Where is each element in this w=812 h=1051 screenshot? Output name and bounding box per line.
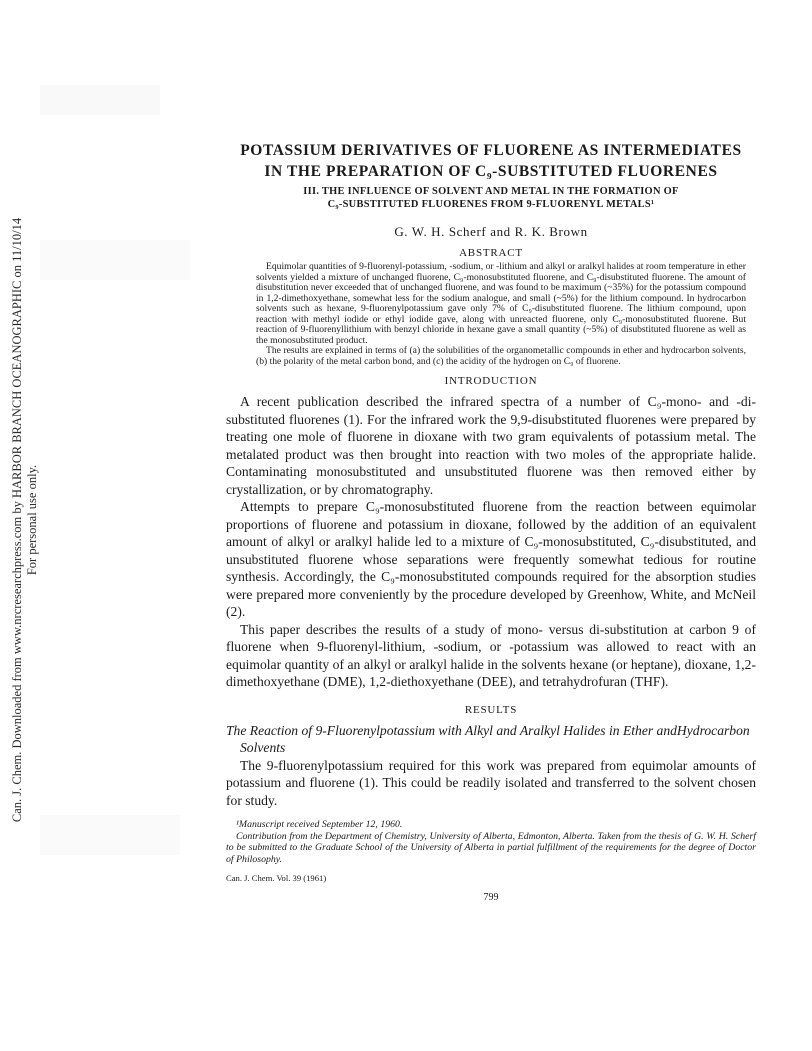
title-line-1: POTASSIUM DERIVATIVES OF FLUORENE AS INTERMEDIATES <box>240 142 742 159</box>
download-watermark <box>4 200 44 840</box>
article-title <box>226 140 756 182</box>
footnote-received: ¹Manuscript received September 12, 1960. <box>236 819 403 830</box>
subtitle-line-1: III. THE INFLUENCE OF SOLVENT AND METAL IN THE FORMATION OF <box>303 186 679 197</box>
footnotes <box>226 819 756 865</box>
title-line-2: IN THE PREPARATION OF C₉-SUBSTITUTED FLUORENES <box>264 163 718 180</box>
download-line: Can. J. Chem. Downloaded from www.nrcresearchpress.com by HARBOR BRANCH OCEANOGRAPHIC on 11/10/14 <box>10 217 24 823</box>
scan-smudge <box>40 240 190 280</box>
download-watermark-text <box>10 200 40 840</box>
abstract-paragraph: Equimolar quantities of 9-fluorenyl-potassium, -sodium, or -lithium and alkyl or aralkyl halides at room temperature in ether solvents yielded a mixture of unchanged fluorene, C₉-monosubstituted fluorene, and C₉-disubstituted fluorene. The amount of disubstitution never exceeded that of unchanged fluorene, and was found to be maximum (~35%) for the potassium compound in 1,2-dimethoxyethane, somewhat less for the sodium analogue, and small (~5%) for the lithium compound. In hydrocarbon solvents such as hexane, 9-fluorenylpotassium gave only 7% of C₉-disubstituted fluorene. The lithium compound, upon reaction with methyl iodide or ethyl iodide gave, along with unreacted fluorene, only C₉-monosubstituted fluorene. But reaction of 9-fluorenyllithium with benzyl chloride in hexane gave a small quantity (~5%) of disubstituted fluorene as well as the monosubstituted product. <box>256 261 746 346</box>
body-paragraph: This paper describes the results of a study of mono- versus di-substitution at carbon 9 of fluorene when 9-fluorenyl-lithium, -sodium, or -potassium was allowed to react with an equimolar quantity of an alkyl or aralkyl halide in the solvents hexane (or heptane), dioxane, 1,2-dimethoxyethane (DME), 1,2-diethoxyethane (DEE), and tetrahydrofuran (THF). <box>226 621 756 689</box>
results-subheading: The Reaction of 9-Fluorenylpotassium with Alkyl and Aralkyl Halides in Ether andHydrocarbon Solvents <box>226 722 750 755</box>
article-page <box>226 140 756 903</box>
journal-reference: Can. J. Chem. Vol. 39 (1961) <box>226 873 327 884</box>
results-heading: RESULTS <box>464 703 518 716</box>
page-number: 799 <box>483 892 499 904</box>
authors: G. W. H. Scherf and R. K. Brown <box>394 224 588 239</box>
abstract-heading: ABSTRACT <box>459 247 523 259</box>
personal-use-line: For personal use only. <box>25 464 39 576</box>
introduction-body <box>226 393 756 691</box>
abstract <box>256 262 746 367</box>
subtitle-line-2: C₉-SUBSTITUTED FLUORENES FROM 9-FLUORENYL METALS¹ <box>327 199 655 210</box>
article-subtitle <box>226 185 756 211</box>
introduction-heading: INTRODUCTION <box>444 375 538 387</box>
scan-smudge <box>40 85 160 115</box>
abstract-paragraph: The results are explained in terms of (a) the solubilities of the organometallic compounds in ether and hydrocarbon solvents, (b) the polarity of the metal carbon bond, and (c) the acidity of the hydrogen on C₉ of fluorene. <box>256 345 746 367</box>
footnote-contribution: Contribution from the Department of Chemistry, University of Alberta, Edmonton, Alberta. Taken from the thesis of G. W. H. Scherf to be submitted to the Graduate School of the University of Alberta in partial fulfillment of the requirements for the degree of Doctor of Philosophy. <box>226 830 756 865</box>
body-paragraph: The 9-fluorenylpotassium required for this work was prepared from equimolar amounts of potassium and fluorene (1). This could be readily isolated and transferred to the solvent chosen for study. <box>226 757 756 808</box>
body-paragraph: A recent publication described the infrared spectra of a number of C₉-mono- and -di-substituted fluorenes (1). For the infrared work the 9,9-disubstituted fluorenes were prepared by treating one mole of fluorene in dioxane with two gram equivalents of potassium metal. The metalated product was then brought into reaction with two moles of the appropriate halide. Contaminating monosubstituted and unsubstituted fluorene was then removed either by crystallization, or by chromatography. <box>226 394 756 497</box>
body-paragraph: Attempts to prepare C₉-monosubstituted fluorene from the reaction between equimolar proportions of fluorene and potassium in dioxane, followed by the addition of an equivalent amount of alkyl or aralkyl halide led to a mixture of C₉-monosubstituted, C₉-disubstituted, and unsubstituted fluorene whose separations were frequently somewhat tedious for routine synthesis. Accordingly, the C₉-monosubstituted compounds required for the absorption studies were prepared more conveniently by the procedure developed by Greenhow, White, and McNeil (2). <box>226 499 756 619</box>
scan-smudge <box>40 815 180 855</box>
results-body <box>226 757 756 810</box>
